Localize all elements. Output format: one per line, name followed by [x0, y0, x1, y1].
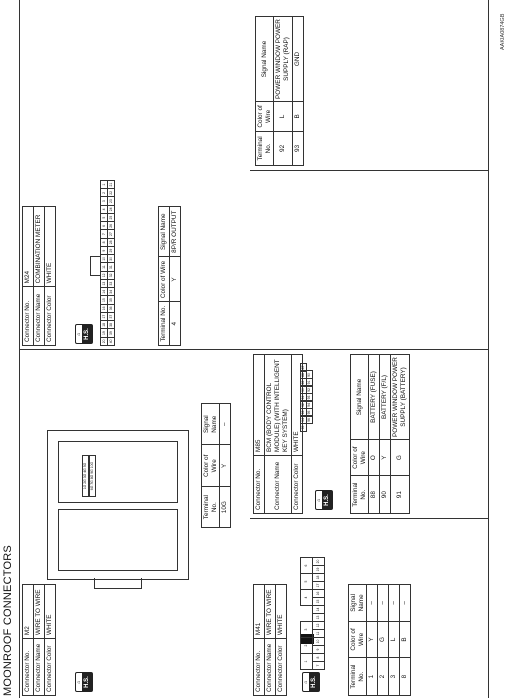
hs-icon: ⌂ H.S. [75, 672, 93, 692]
terminal: 1 [367, 658, 378, 696]
pin: 16 [312, 589, 325, 598]
pin: 2G [83, 479, 87, 484]
pin: 8G [90, 474, 94, 480]
color-header: Color of Wire [351, 440, 369, 476]
pin: 94 [300, 416, 307, 425]
terminal: 10G [220, 487, 231, 528]
hs-icon: ⌂ H.S. [75, 324, 93, 344]
signal: – [220, 404, 231, 445]
m24-color: WHITE [45, 207, 56, 287]
pin: 3G [83, 473, 87, 479]
pin: 34 [108, 288, 115, 296]
m41-no: M41 [254, 585, 265, 639]
left-divider [250, 518, 488, 519]
pin: 7G [90, 480, 94, 485]
signal: GND [293, 17, 304, 102]
pin: 7 [101, 230, 108, 238]
signal-header: Signal Name [159, 207, 170, 257]
pin: 36 [108, 304, 115, 312]
pin: 88 [300, 371, 307, 380]
terminal: 3 [389, 658, 400, 696]
pin-row [108, 181, 115, 346]
pin: 7 [312, 661, 325, 670]
signal: BATTERY (F/L) [380, 355, 391, 440]
wire-color: L [389, 621, 400, 658]
pin: 3 [300, 621, 313, 638]
hs-icon: ⌂ H.S. [302, 672, 320, 692]
connector-color-label: Connector Color [45, 287, 56, 346]
m85-color: WHITE [292, 355, 303, 456]
pin: 12 [101, 271, 108, 279]
signal: – [367, 585, 378, 622]
wire-color: B [400, 621, 411, 658]
terminal: 2 [378, 658, 389, 696]
table-row [389, 585, 400, 696]
m41-connector-info [253, 584, 287, 696]
connector-name-label: Connector Name [34, 639, 45, 696]
terminal-no-header: Terminal No. [202, 487, 220, 528]
page-title: MOONROOF CONNECTORS [2, 545, 14, 696]
pin: 25 [108, 214, 115, 222]
m2-color: WHITE [45, 585, 56, 639]
m41-signal-table [348, 584, 411, 696]
pin: 90 [300, 386, 307, 395]
pin: 14 [312, 605, 325, 614]
pin: 93 [306, 393, 313, 402]
terminal: 90 [380, 476, 391, 514]
pin: 95 [300, 423, 307, 432]
color-header: Color of Wire [202, 445, 220, 487]
pin: 8 [101, 238, 108, 246]
hs-label: H.S. [310, 673, 319, 691]
pin: 6 [300, 557, 313, 574]
pin: 6G [90, 485, 94, 491]
pin: 2 [101, 189, 108, 197]
pin: 21 [108, 181, 115, 189]
connector-name-label: Connector Name [34, 287, 45, 346]
m85-pin-grid [300, 362, 314, 432]
connector-color-label: Connector Color [276, 639, 287, 696]
pin: 9 [312, 645, 325, 654]
terminal-no-header: Terminal No. [351, 476, 369, 514]
pin: 10G [90, 461, 94, 469]
wire-color: B [293, 102, 304, 132]
pin: 19 [312, 565, 325, 574]
signal: – [400, 585, 411, 622]
m24-no: M24 [23, 207, 34, 287]
m2-name: WIRE TO WIRE [34, 585, 45, 639]
pin: 27 [108, 230, 115, 238]
pin: 32 [108, 271, 115, 279]
table-row [220, 404, 231, 528]
signal-header: Signal Name [256, 17, 274, 102]
signal: – [389, 585, 400, 622]
pin: 13 [312, 613, 325, 622]
table-row [380, 355, 391, 514]
wire-color: Y [367, 621, 378, 658]
pin: 19 [101, 329, 108, 337]
m24-pin-grid [100, 180, 115, 346]
pin: 29 [108, 247, 115, 255]
connector-color-label: Connector Color [292, 456, 303, 514]
m2-connector-info [22, 584, 56, 696]
connector-color-label: Connector Color [45, 639, 56, 696]
pin: 5G [83, 462, 87, 468]
pin: 28 [108, 238, 115, 246]
pin: 24 [108, 205, 115, 213]
pin: 30 [108, 255, 115, 263]
terminal: 92 [274, 131, 293, 165]
wire-color: O [369, 440, 380, 476]
color-header: Color of Wire [159, 257, 170, 302]
pin: 20 [312, 557, 325, 566]
terminal: 91 [391, 476, 410, 514]
terminal-no-header: Terminal No. [349, 658, 367, 696]
m2-pins-bottom [89, 455, 96, 497]
m85-connector-info [253, 354, 303, 514]
signal: BATTERY (FUSE) [369, 355, 380, 440]
pin: 40 [108, 337, 115, 345]
pin: 3 [101, 197, 108, 205]
figure-code: AAKIA0874GB [500, 13, 506, 50]
pin: 6 [101, 222, 108, 230]
pin: 31 [108, 263, 115, 271]
pin: 93 [300, 408, 307, 417]
color-header: Color of Wire [256, 102, 274, 132]
pin: 91 [306, 378, 313, 387]
signal: – [378, 585, 389, 622]
pin: 4G [83, 468, 87, 473]
right-divider [250, 170, 488, 171]
m85-signal-table-continued [255, 16, 304, 166]
connector-name-label: Connector Name [265, 639, 276, 696]
signal-header: Signal Name [349, 585, 367, 622]
signal-header: Signal Name [202, 404, 220, 445]
pin: 1G [83, 484, 87, 490]
pin: 18 [312, 573, 325, 582]
pin: 15 [312, 597, 325, 606]
m85-no: M85 [254, 355, 265, 456]
pin: 11 [101, 263, 108, 271]
terminal-no-header: Terminal No. [159, 302, 170, 346]
pin: 8 [312, 653, 325, 662]
pin: 2 [300, 637, 313, 654]
m85-name: BCM (BODY CONTROL MODULE) (WITH INTELLIGENT KEY SYSTEM) [265, 355, 292, 456]
pin: 4 [101, 205, 108, 213]
pin: 96 [306, 416, 313, 425]
terminal: 93 [293, 131, 304, 165]
m2-pin-group [82, 455, 120, 497]
m2-pins-top [82, 455, 89, 497]
pin: 39 [108, 329, 115, 337]
wire-color: Y [380, 440, 391, 476]
wire-color: G [378, 621, 389, 658]
pin: 33 [108, 280, 115, 288]
table-row [293, 17, 304, 166]
m24-name: COMBINATION METER [34, 207, 45, 287]
wire-color: L [274, 102, 293, 132]
hs-label: H.S. [323, 491, 332, 509]
pin: 22 [108, 189, 115, 197]
pin: 92 [300, 401, 307, 410]
terminal: 8 [400, 658, 411, 696]
pin: 15 [101, 296, 108, 304]
m2-signal-table [201, 403, 231, 528]
signal-header: Signal Name [351, 355, 369, 440]
pin: 12 [312, 621, 325, 630]
m24-signal-table [158, 206, 181, 346]
pin: 11 [312, 629, 325, 638]
wire-color: Y [169, 257, 180, 302]
pin: 17 [101, 313, 108, 321]
pin: 4 [300, 589, 313, 606]
wire-color: Y [220, 445, 231, 487]
pin-row [101, 181, 108, 346]
m2-connector-face [47, 430, 189, 580]
connector-name-label: Connector Name [265, 456, 292, 514]
pin: 91 [300, 393, 307, 402]
pin: 92 [306, 386, 313, 395]
pin: 13 [101, 280, 108, 288]
hs-icon: ⌂ H.S. [315, 490, 333, 510]
pin: 35 [108, 296, 115, 304]
m41-pin-grid [300, 550, 326, 670]
table-row [400, 585, 411, 696]
table-row [391, 355, 410, 514]
connector-no-label: Connector No. [254, 639, 265, 696]
pin: 26 [108, 222, 115, 230]
pin: 9G [90, 469, 94, 474]
pin: 18 [101, 321, 108, 329]
pin: 17 [312, 581, 325, 590]
pin: 10 [101, 255, 108, 263]
pin: 38 [108, 321, 115, 329]
m24-connector-info [22, 206, 56, 346]
table-row [274, 17, 293, 166]
pin: 94 [306, 401, 313, 410]
pin: 10 [312, 637, 325, 646]
pin: 90 [306, 371, 313, 380]
color-header: Color of Wire [349, 621, 367, 658]
m2-latch [94, 578, 142, 589]
pin: 20 [101, 337, 108, 345]
connector-no-label: Connector No. [23, 639, 34, 696]
pin: 16 [101, 304, 108, 312]
table-row [169, 207, 180, 346]
connector-no-label: Connector No. [254, 456, 265, 514]
signal: POWER WINDOW POWER SUPPLY (BATTERY) [391, 355, 410, 440]
terminal: 88 [369, 476, 380, 514]
pin [300, 607, 311, 622]
pin: 14 [101, 288, 108, 296]
m24-connector-face [100, 180, 126, 346]
pin: 5 [300, 573, 313, 590]
m2-cavity-block-a [58, 509, 178, 571]
m41-name: WIRE TO WIRE [265, 585, 276, 639]
m41-connector-face [300, 558, 330, 670]
table-row [378, 585, 389, 696]
m2-no: M2 [23, 585, 34, 639]
table-row [367, 585, 378, 696]
hs-label: H.S. [83, 325, 92, 343]
pin: 89 [300, 378, 307, 387]
pin: 1 [300, 653, 313, 670]
pin: 23 [108, 197, 115, 205]
pin: 37 [108, 313, 115, 321]
table-row [369, 355, 380, 514]
terminal: 4 [169, 302, 180, 346]
m41-color: WHITE [276, 585, 287, 639]
pin: 1 [101, 181, 108, 189]
m85-signal-table [350, 354, 410, 514]
pin: 95 [306, 408, 313, 417]
signal: POWER WINDOW POWER SUPPLY (RAP) [274, 17, 293, 102]
center-divider [19, 349, 489, 350]
signal: 8P/R OUTPUT [169, 207, 180, 257]
pin: 5 [101, 214, 108, 222]
connector-no-label: Connector No. [23, 287, 34, 346]
hs-label: H.S. [83, 673, 92, 691]
wire-color: G [391, 440, 410, 476]
pin: 87 [300, 363, 307, 372]
pin: 9 [101, 247, 108, 255]
terminal-no-header: Terminal No. [256, 131, 274, 165]
